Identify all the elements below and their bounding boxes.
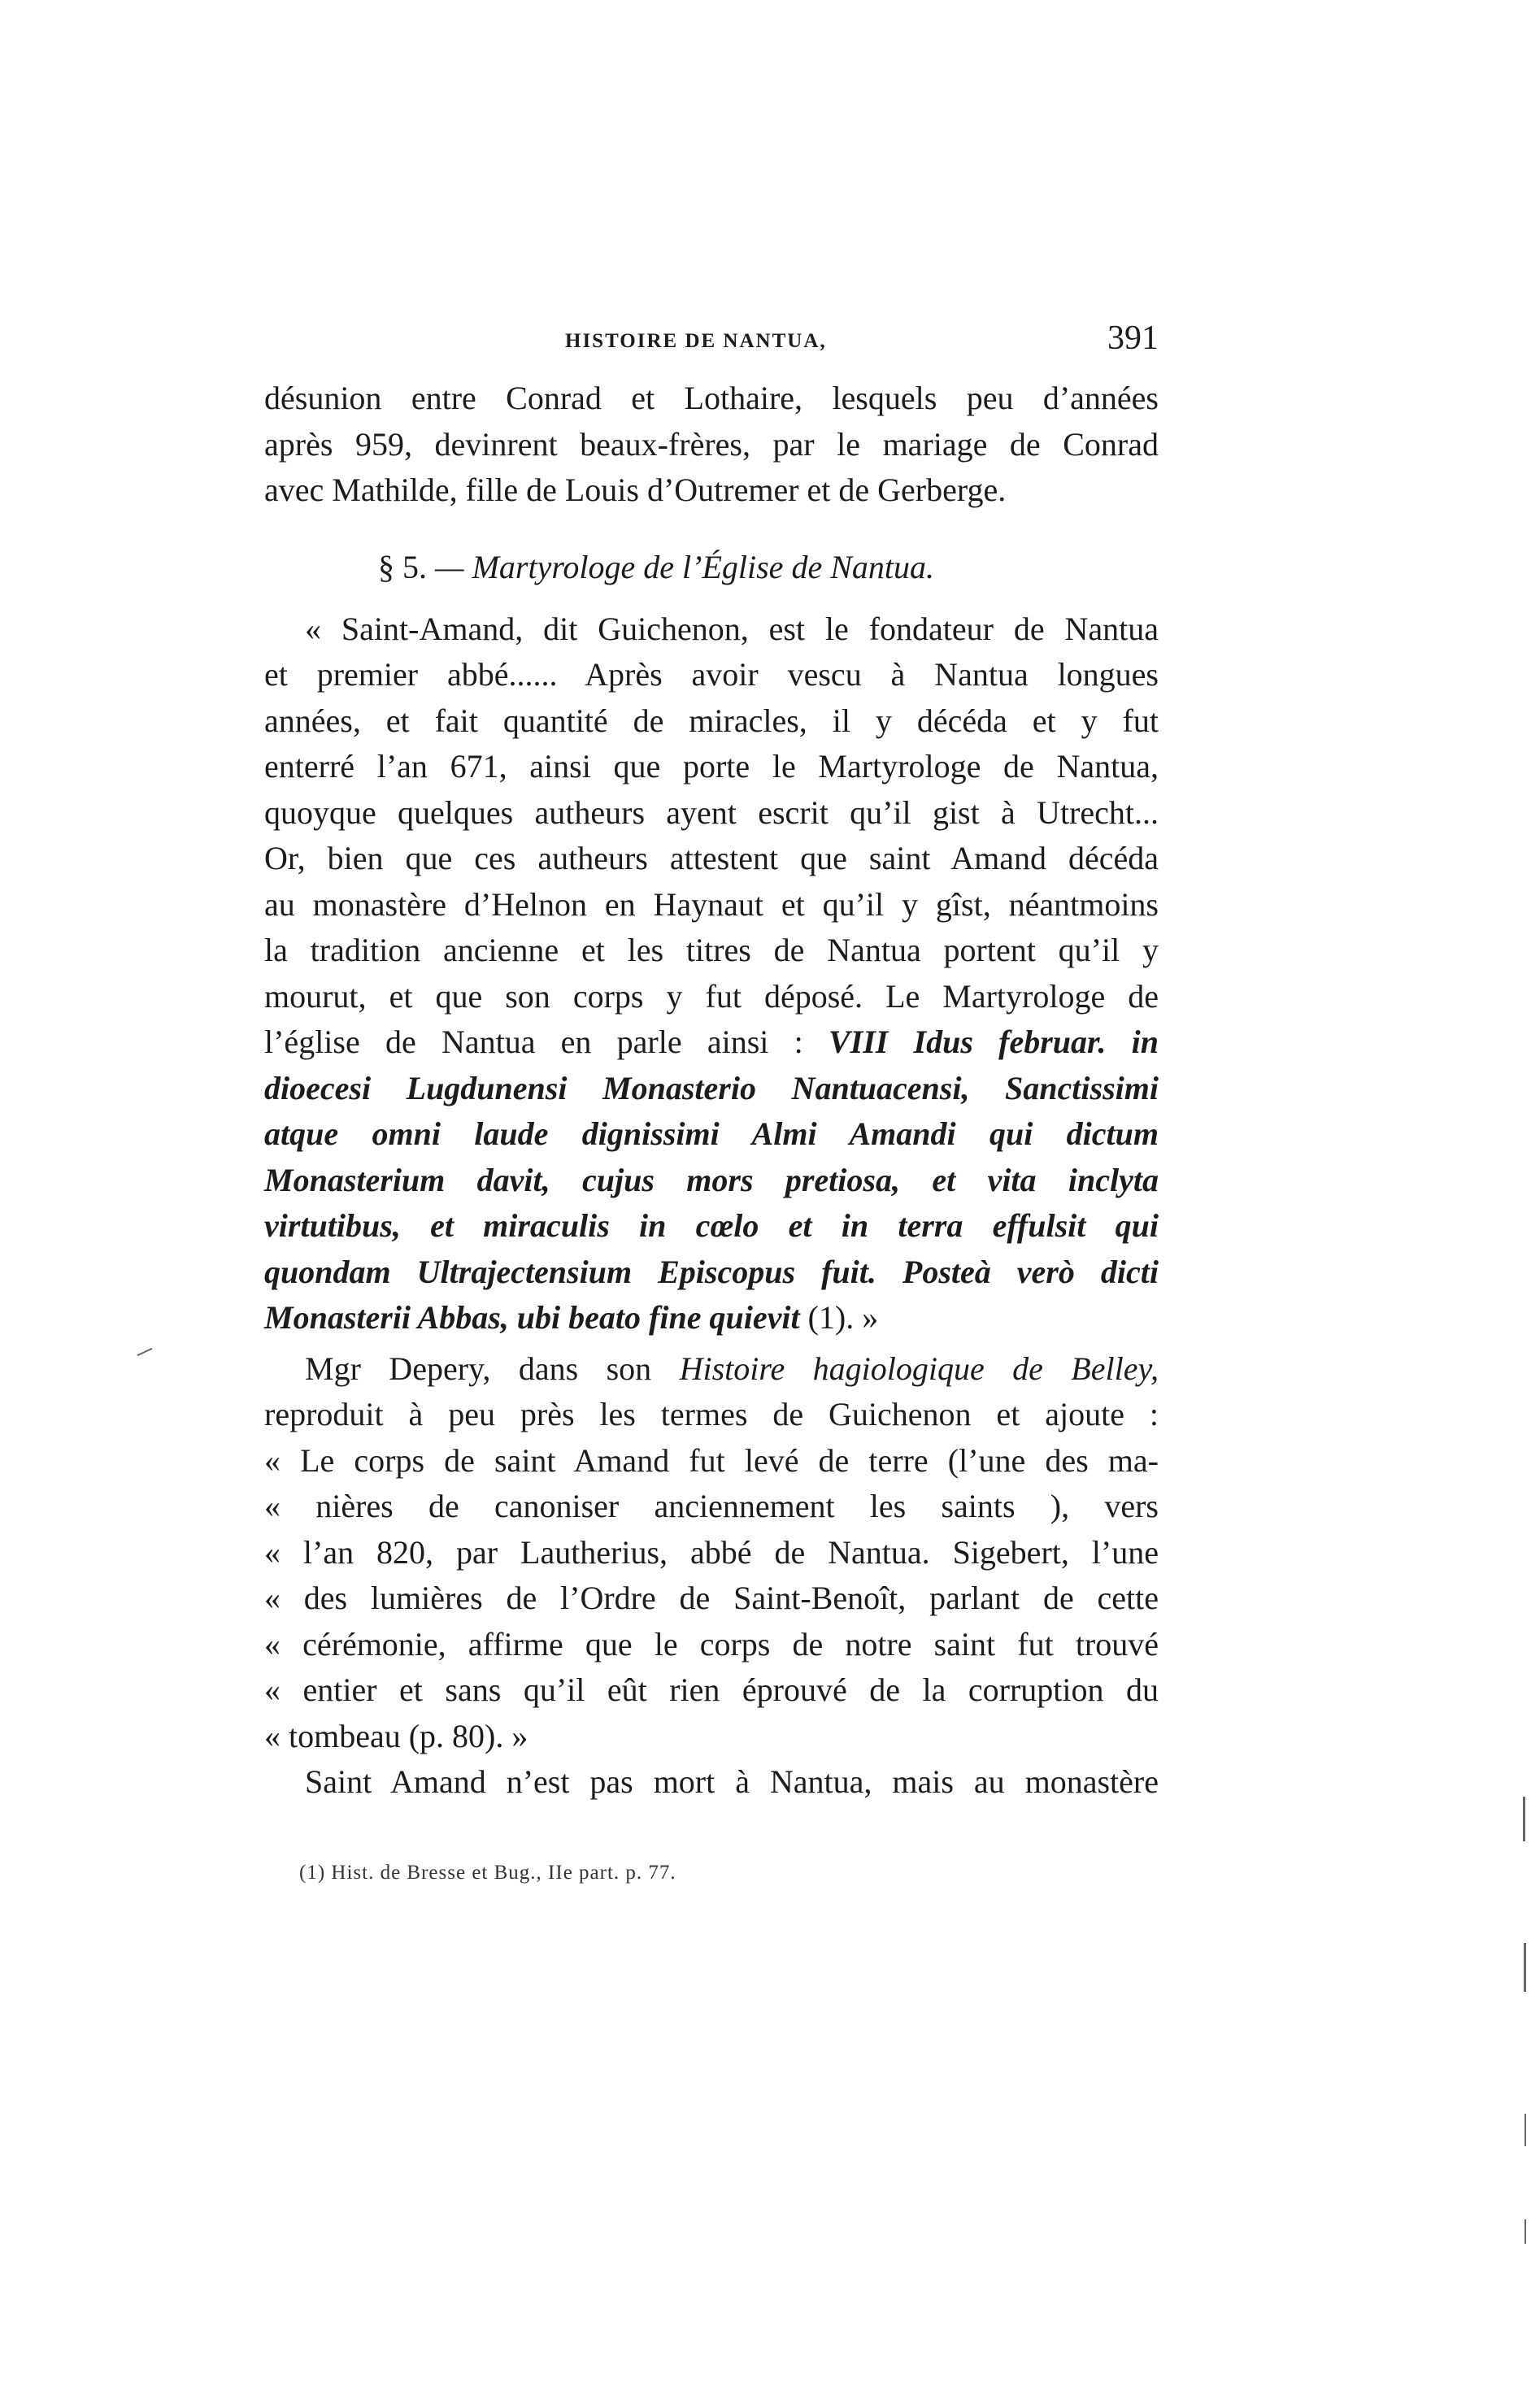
page-number: 391 [1107,319,1159,357]
text-line: Saint Amand n’est pas mort à Nantua, mais au monastère [305,1763,1159,1800]
latin-line: atque omni laude dignissimi Almi Amandi qui dictum [264,1115,1159,1152]
quote-line: enterré l’an 671, ainsi que porte le Martyrologe de Nantua, [264,748,1159,785]
quote-line: et premier abbé...... Après avoir vescu à Nantua longues [264,656,1159,693]
quote-line: « entier et sans qu’il eût rien éprouvé de la corruption du [264,1671,1159,1708]
text-fragment: Mgr Depery, dans son [305,1350,652,1387]
quote-line: mourut, et que son corps y fut déposé. Le Martyrologe de [264,977,1159,1015]
quote-line: « Saint-Amand, dit Guichenon, est le fondateur de Nantua [305,610,1159,647]
quote-line: années, et fait quantité de miracles, il y décéda et y fut [264,702,1159,739]
running-header [268,319,1159,372]
latin-line: quondam Ultrajectensium Episcopus fuit. Posteà verò dicti [264,1253,1159,1290]
latin-line: Monasterium davit, cujus mors pretiosa, et vita inclyta [264,1161,1159,1198]
quote-line: au monastère d’Helnon en Haynaut et qu’il y gîst, néantmoins [264,885,1159,923]
quote-line: la tradition ancienne et les titres de Nantua portent qu’il y [264,932,1159,968]
text-line: reproduit à peu près les termes de Guichenon et ajoute : [264,1396,1159,1432]
latin-text: VIII Idus februar. in [828,1024,1159,1060]
text-line [264,1346,1159,1393]
quote-line: « Le corps de saint Amand fut levé de terre (l’une des ma- [264,1441,1159,1479]
latin-line [264,1295,1159,1341]
scan-mark [137,1348,153,1356]
latin-line: dioecesi Lugdunensi Monasterio Nantuacensi, Sanctissimi [264,1069,1159,1106]
section-title: — Martyrologe de l’Église de Nantua. [435,548,934,585]
quote-line: « cérémonie, affirme que le corps de notre saint fut trouvé [264,1625,1159,1663]
section-heading [264,537,1159,598]
footnote: (1) Hist. de Bresse et Bug., IIe part. p. 77. [299,1862,676,1884]
quote-line [264,1019,1159,1066]
quote-text: l’église de Nantua en parle ainsi : [264,1024,803,1060]
text-line: après 959, devinrent beaux-frères, par le mariage de Conrad [264,425,1159,463]
latin-line: virtutibus, et miraculis in cœlo et in terra effulsit qui [264,1207,1159,1244]
text-line: avec Mathilde, fille de Louis d’Outremer et de Gerberge. [264,472,1007,508]
scan-mark [1524,1943,1526,1992]
note-reference: (1). » [807,1299,879,1336]
page-body [264,376,1159,1806]
quote-line: Or, bien que ces autheurs attestent que saint Amand décéda [264,840,1159,876]
text-line: désunion entre Conrad et Lothaire, lesquels peu d’années [264,380,1159,416]
quote-line: « l’an 820, par Lautherius, abbé de Nantua. Sigebert, l’une [264,1533,1159,1571]
latin-text: Monasterii Abbas, ubi beato fine quievit [264,1299,800,1336]
quote-line: « nières de canoniser anciennement les saints ), vers [264,1488,1159,1524]
scan-mark [1524,2114,1526,2146]
scan-mark [1524,2219,1526,2244]
quote-line: « des lumières de l’Ordre de Saint-Benoît, parlant de cette [264,1580,1159,1616]
section-number: § 5. [378,548,427,585]
book-title: Histoire hagiologique de Belley, [679,1350,1159,1387]
scan-mark [1523,1797,1525,1841]
quote-line: quoyque quelques autheurs ayent escrit qu’il gist à Utrecht... [264,793,1159,831]
quote-line: « tombeau (p. 80). » [264,1717,528,1754]
running-title: HISTOIRE DE NANTUA, [565,330,827,352]
